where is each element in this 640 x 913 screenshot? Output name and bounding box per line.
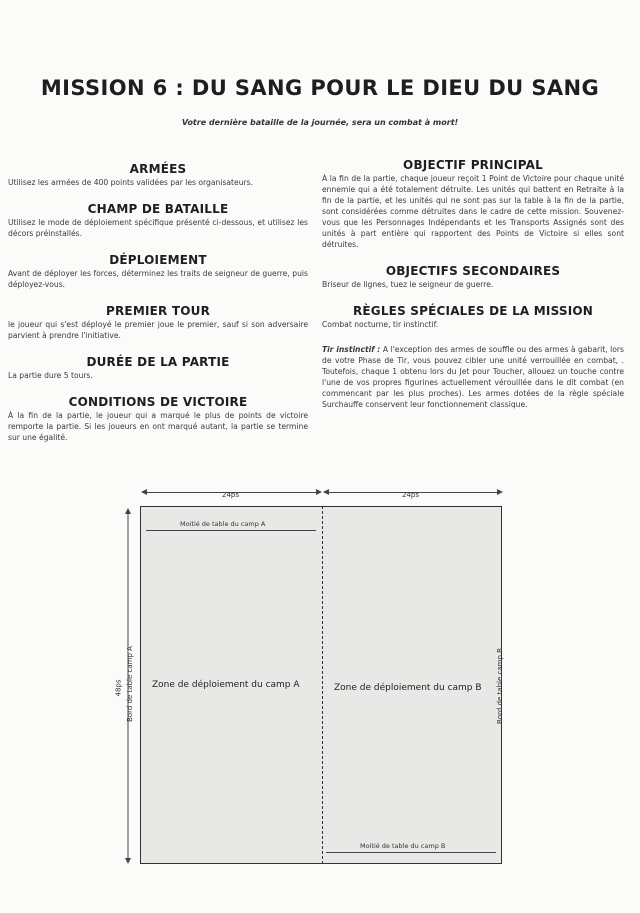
section-premier-tour [8,304,308,341]
section-text: Combat nocturne, tir instinctif. [322,320,439,329]
right-column [322,158,624,424]
arrowhead-bottom-vert [125,858,131,864]
width-right-label: 24ps [402,491,419,499]
zone-b-label: Zone de déploiement du camp B [334,683,482,693]
mission-title: MISSION 6 : DU SANG POUR LE DIEU DU SANG [40,76,600,100]
half-a-line [146,530,316,531]
width-left-label: 24ps [222,491,239,499]
section-text: le joueur qui s'est déployé le premier joue le premier, sauf si son adversaire parvient à prendre l'initiative. [8,320,308,340]
half-a-label: Moitié de table du camp A [180,520,266,528]
section-heading: OBJECTIFS SECONDAIRES [385,264,561,278]
edge-b-label: Bord de table camp B [495,648,504,724]
section-text: Utilisez les armées de 400 points validées par les organisateurs. [8,178,254,187]
section-text: Avant de déployer les forces, déterminez les traits de seigneur de guerre, puis déployez-vous. [8,269,308,289]
section-regles-speciales [322,304,624,410]
mission-subtitle: Votre dernière bataille de la journée, sera un combat à mort! [181,118,459,127]
section-duree [8,355,308,381]
section-heading: DÉPLOIEMENT [109,253,207,267]
zone-a-label: Zone de déploiement du camp A [152,680,300,690]
tir-instinctif-text [322,344,624,410]
half-b-label: Moitié de table du camp B [360,842,446,850]
section-champ-de-bataille [8,202,308,239]
edge-a-label: Bord de table camp A [125,646,134,722]
section-heading: RÈGLES SPÉCIALES DE LA MISSION [352,304,594,318]
arrowhead-top-vert [125,508,131,514]
section-heading: OBJECTIF PRINCIPAL [403,158,543,172]
center-divider [322,506,323,864]
section-text: La partie dure 5 tours. [8,371,93,380]
section-text: Utilisez le mode de déploiement spécifique présenté ci-dessous, et utilisez les décors préinstallés. [8,218,308,238]
left-column [8,158,308,457]
section-heading: PREMIER TOUR [105,304,211,318]
section-text: À la fin de la partie, chaque joueur reçoit 1 Point de Victoire pour chaque unité ennemie qui a été totalement détruite. Les unités qui battent en Retraite à la fin de la partie, et les unités qui ne sont pas sur la table à la fin de la partie, sont considérées comme détruites dans le cadre de cette mission. Souvenez-vous que les Personnages Indépendants et les Transports Assignés sont des unités à part entière qui rapportent des Points de Victoire si elles sont détruites. [322,174,624,249]
section-objectifs-secondaires [322,264,624,290]
section-deploiement [8,253,308,290]
section-text: À la fin de la partie, le joueur qui a marqué le plus de points de victoire remporte la partie. Si les joueurs en ont marqué autant, la partie se termine sur une égalité. [8,411,308,442]
half-b-line [326,852,496,853]
section-armees [8,162,308,188]
section-objectif-principal [322,158,624,250]
tir-instinctif-body: A l'exception des armes de souffle ou des armes à gabarit, lors de votre Phase de Tir, vous pouvez cibler une unité verrouillée en combat, . Toutefois, chaque 1 obtenu lors du Jet pour Toucher, allouez un touche contre l'une de vos propres figurines actuellement vérouillée dans le dit combat (en commencant par les plus proches). Les armes dotées de la règle spéciale Surchauffe conservent leur fonctionnement classique. [322,345,625,409]
tir-instinctif-label: Tir instinctif : [322,345,381,354]
section-text: Briseur de lignes, tuez le seigneur de guerre. [322,280,494,289]
section-heading: DURÉE DE LA PARTIE [86,355,230,369]
section-heading: CONDITIONS DE VICTOIRE [68,395,248,409]
section-conditions-victoire [8,395,308,443]
height-label: 48ps [114,679,123,697]
section-heading: CHAMP DE BATAILLE [87,202,229,216]
section-heading: ARMÉES [129,162,187,176]
